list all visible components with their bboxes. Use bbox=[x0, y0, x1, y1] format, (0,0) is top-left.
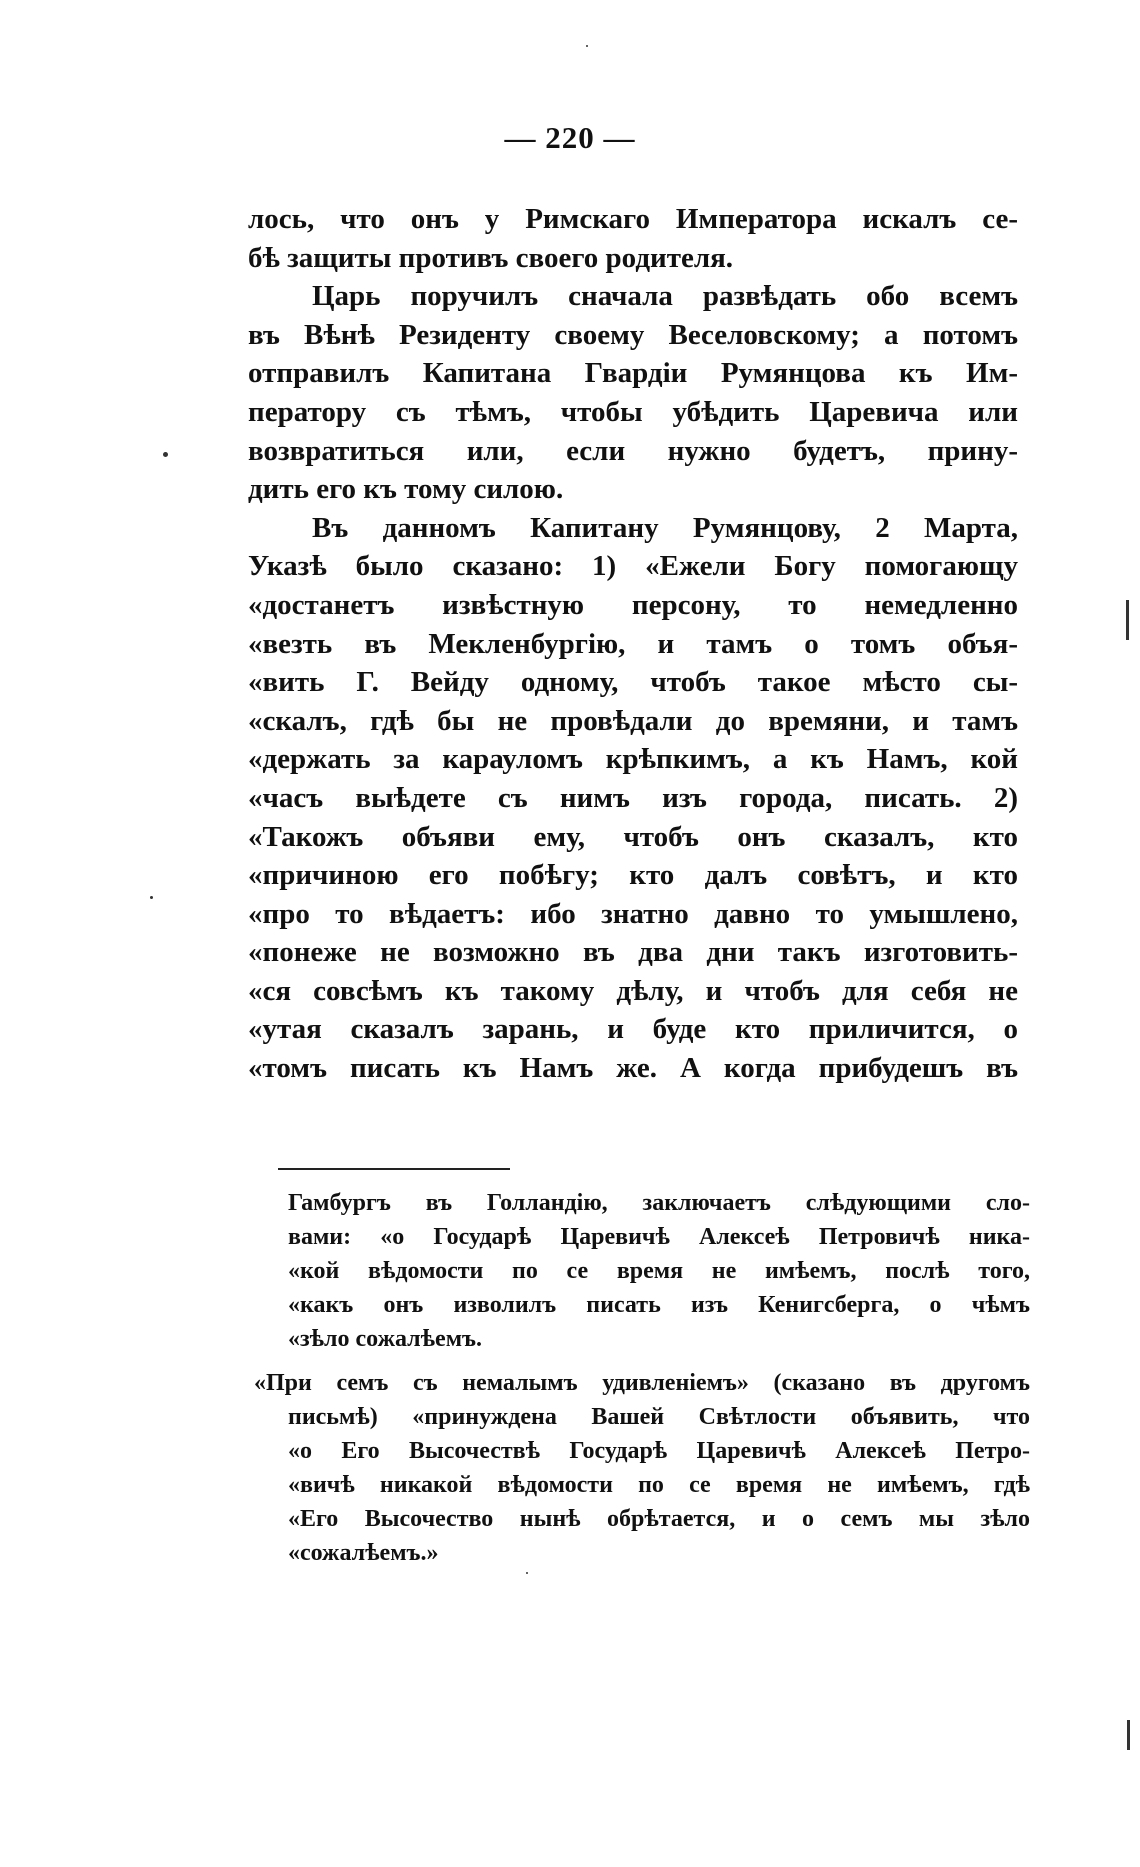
scan-edge-mark bbox=[1127, 1720, 1130, 1750]
scan-speck bbox=[526, 1572, 528, 1574]
text-line: Въ данномъ Капитану Румянцову, 2 Марта, bbox=[312, 511, 1018, 544]
text-line: ператору съ тѣмъ, чтобы убѣдить Царевича или bbox=[248, 395, 1018, 428]
text-line: Указѣ было сказано: 1) «Ежели Богу помогающу bbox=[248, 550, 1018, 583]
scan-edge-mark bbox=[1126, 600, 1129, 640]
footnote-line: «о Его Высочествѣ Государѣ Царевичѣ Алексеѣ Петро- bbox=[288, 1438, 1030, 1464]
text-line: «скалъ, гдѣ бы не провѣдали до времяни, и тамъ bbox=[248, 704, 1018, 737]
footnote-line: «кой вѣдомости по се время не имѣемъ, послѣ того, bbox=[288, 1258, 1030, 1284]
text-line: возвратиться или, если нужно будетъ, прину- bbox=[248, 434, 1018, 467]
footnote-line: Гамбургъ въ Голландію, заключаетъ слѣдующими сло- bbox=[288, 1190, 1030, 1216]
scan-speck bbox=[163, 452, 168, 457]
text-line: «везть въ Мекленбургію, и тамъ о томъ объя- bbox=[248, 627, 1018, 660]
main-text bbox=[248, 200, 1018, 1088]
footnote-line: «Его Высочество нынѣ обрѣтается, и о семъ мы зѣло bbox=[288, 1506, 1030, 1532]
text-line: «утая сказалъ зарань, и буде кто приличится, о bbox=[248, 1013, 1018, 1046]
footnote-line: вами: «о Государѣ Царевичѣ Алексеѣ Петровичѣ ника- bbox=[288, 1224, 1030, 1250]
text-line: бѣ защиты противъ своего родителя. bbox=[248, 241, 734, 274]
page-number: — 220 — bbox=[504, 120, 636, 155]
text-line: «часъ выѣдете съ нимъ изъ города, писать. 2) bbox=[248, 781, 1018, 814]
scan-speck bbox=[586, 45, 588, 47]
footnote-line: «При семъ съ немалымъ удивленіемъ» (сказано въ другомъ bbox=[254, 1370, 1030, 1396]
text-line: «достанетъ извѣстную персону, то немедленно bbox=[248, 588, 1018, 621]
footnote-separator bbox=[278, 1168, 510, 1170]
text-line: «понеже не возможно въ два дни такъ изготовить- bbox=[248, 936, 1018, 969]
text-line: Царь поручилъ сначала развѣдать обо всемъ bbox=[312, 280, 1018, 313]
footnotes bbox=[254, 1186, 1030, 1570]
text-line: «причиною его побѣгу; кто далъ совѣтъ, и кто bbox=[248, 859, 1018, 892]
text-line: «про то вѣдаетъ: ибо знатно давно то умышлено, bbox=[248, 897, 1018, 930]
text-line: дить его къ тому силою. bbox=[248, 473, 564, 506]
text-line: «ся совсѣмъ къ такому дѣлу, и чтобъ для себя не bbox=[248, 974, 1018, 1007]
text-line: отправилъ Капитана Гвардіи Румянцова къ Им- bbox=[248, 357, 1018, 390]
text-line: «вить Г. Вейду одному, чтобъ такое мѣсто сы- bbox=[248, 666, 1018, 699]
footnote-line: «сожалѣемъ.» bbox=[288, 1540, 439, 1566]
text-line: «томъ писать къ Намъ же. А когда прибудешъ въ bbox=[248, 1052, 1018, 1085]
footnote-line: письмѣ) «принуждена Вашей Свѣтлости объявить, что bbox=[288, 1404, 1030, 1430]
text-line: «Такожъ объяви ему, чтобъ онъ сказалъ, кто bbox=[248, 820, 1018, 853]
footnote-line: «вичѣ никакой вѣдомости по се время не имѣемъ, гдѣ bbox=[288, 1472, 1030, 1498]
text-line: лось, что онъ у Римскаго Императора искалъ се- bbox=[248, 203, 1018, 235]
text-line: «держать за карауломъ крѣпкимъ, а къ Намъ, кой bbox=[248, 743, 1018, 776]
scan-speck bbox=[150, 896, 153, 899]
footnote-line: «зѣло сожалѣемъ. bbox=[288, 1326, 483, 1352]
text-line: въ Вѣнѣ Резиденту своему Веселовскому; а потомъ bbox=[248, 318, 1018, 351]
footnote-line: «какъ онъ изволилъ писать изъ Кенигсберга, о чѣмъ bbox=[288, 1292, 1030, 1318]
